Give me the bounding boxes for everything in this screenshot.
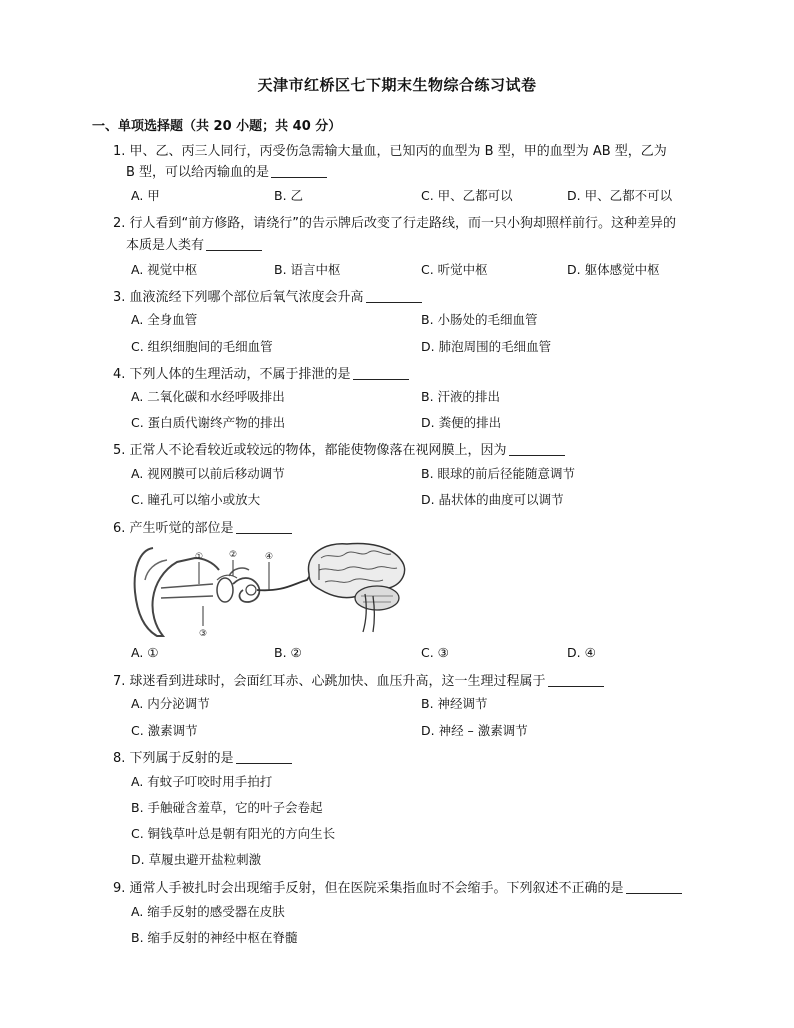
figure-label-1: ① [195, 552, 204, 562]
question-8-stem: 8. 下列属于反射的是 [113, 747, 292, 771]
option-a: A. 缩手反射的感受器在皮肤 [131, 904, 285, 919]
option-d: D. 草履虫避开盐粒刺激 [131, 852, 262, 867]
option-c: C. 听觉中枢 [421, 262, 488, 277]
answer-blank [236, 749, 292, 764]
question-6-stem: 6. 产生听觉的部位是 [113, 517, 292, 541]
option-a: A. 视网膜可以前后移动调节 [131, 466, 285, 481]
answer-blank [271, 163, 327, 178]
option-a: A. 内分泌调节 [131, 696, 210, 711]
option-c: C. 蛋白质代谢终产物的排出 [131, 415, 286, 430]
question-4-stem: 4. 下列人体的生理活动，不属于排泄的是 [113, 363, 409, 387]
option-c: C. 激素调节 [131, 723, 198, 738]
section-heading: 一、单项选择题（共 20 小题；共 40 分） [92, 119, 342, 134]
option-a: A. ① [131, 645, 159, 660]
question-2-stem-line1: 2. 行人看到“前方修路，请绕行”的告示牌后改变了行走路线，而一只小狗却照样前行。这种差异的 [113, 216, 677, 231]
answer-blank [236, 519, 292, 534]
option-d: D. 肺泡周围的毛细血管 [421, 339, 552, 354]
option-d: D. 躯体感觉中枢 [567, 262, 660, 277]
answer-blank [548, 672, 604, 687]
option-d: D. 粪便的排出 [421, 415, 502, 430]
option-d: D. 神经 – 激素调节 [421, 723, 528, 738]
question-2-stem-line2: 本质是人类有 [126, 234, 262, 258]
option-a: A. 二氧化碳和水经呼吸排出 [131, 389, 285, 404]
figure-label-4: ④ [265, 552, 274, 562]
question-9-stem: 9. 通常人手被扎时会出现缩手反射，但在医院采集指血时不会缩手。下列叙述不正确的是 [113, 877, 682, 901]
question-3-stem: 3. 血液流经下列哪个部位后氧气浓度会升高 [113, 286, 422, 310]
option-d: D. 晶状体的曲度可以调节 [421, 492, 564, 507]
option-a: A. 有蚊子叮咬时用手拍打 [131, 774, 273, 789]
answer-blank [353, 365, 409, 380]
option-c: C. 组织细胞间的毛细血管 [131, 339, 273, 354]
question-7-stem: 7. 球迷看到进球时，会面红耳赤、心跳加快、血压升高，这一生理过程属于 [113, 670, 604, 694]
option-c: C. 瞳孔可以缩小或放大 [131, 492, 261, 507]
option-b: B. 手触碰含羞草，它的叶子会卷起 [131, 800, 323, 815]
option-b: B. 眼球的前后径能随意调节 [421, 466, 576, 481]
option-b: B. 小肠处的毛细血管 [421, 312, 538, 327]
figure-label-2: ② [229, 550, 238, 560]
answer-blank [206, 236, 262, 251]
question-1-stem-line1: 1. 甲、乙、丙三人同行，丙受伤急需输大量血，已知丙的血型为 B 型，甲的血型为 AB 型，乙为 [113, 144, 667, 159]
option-d: D. 甲、乙都不可以 [567, 188, 673, 203]
option-b: B. ② [274, 645, 302, 660]
ear-brain-diagram [133, 540, 433, 640]
option-c: C. 铜钱草叶总是朝有阳光的方向生长 [131, 826, 336, 841]
option-b: B. 缩手反射的神经中枢在脊髓 [131, 930, 298, 945]
option-c: C. 甲、乙都可以 [421, 188, 513, 203]
page-title: 天津市红桥区七下期末生物综合练习试卷 [257, 76, 537, 94]
option-b: B. 乙 [274, 188, 304, 203]
option-a: A. 甲 [131, 188, 160, 203]
option-d: D. ④ [567, 645, 596, 660]
answer-blank [626, 879, 682, 894]
option-a: A. 全身血管 [131, 312, 198, 327]
figure-label-3: ③ [199, 629, 208, 639]
option-b: B. 语言中枢 [274, 262, 341, 277]
option-b: B. 汗液的排出 [421, 389, 501, 404]
question-1-stem-line2: B 型，可以给丙输血的是 [126, 161, 327, 185]
option-b: B. 神经调节 [421, 696, 488, 711]
answer-blank [366, 288, 422, 303]
option-c: C. ③ [421, 645, 449, 660]
question-5-stem: 5. 正常人不论看较近或较远的物体，都能使物像落在视网膜上，因为 [113, 439, 565, 463]
answer-blank [509, 441, 565, 456]
option-a: A. 视觉中枢 [131, 262, 198, 277]
